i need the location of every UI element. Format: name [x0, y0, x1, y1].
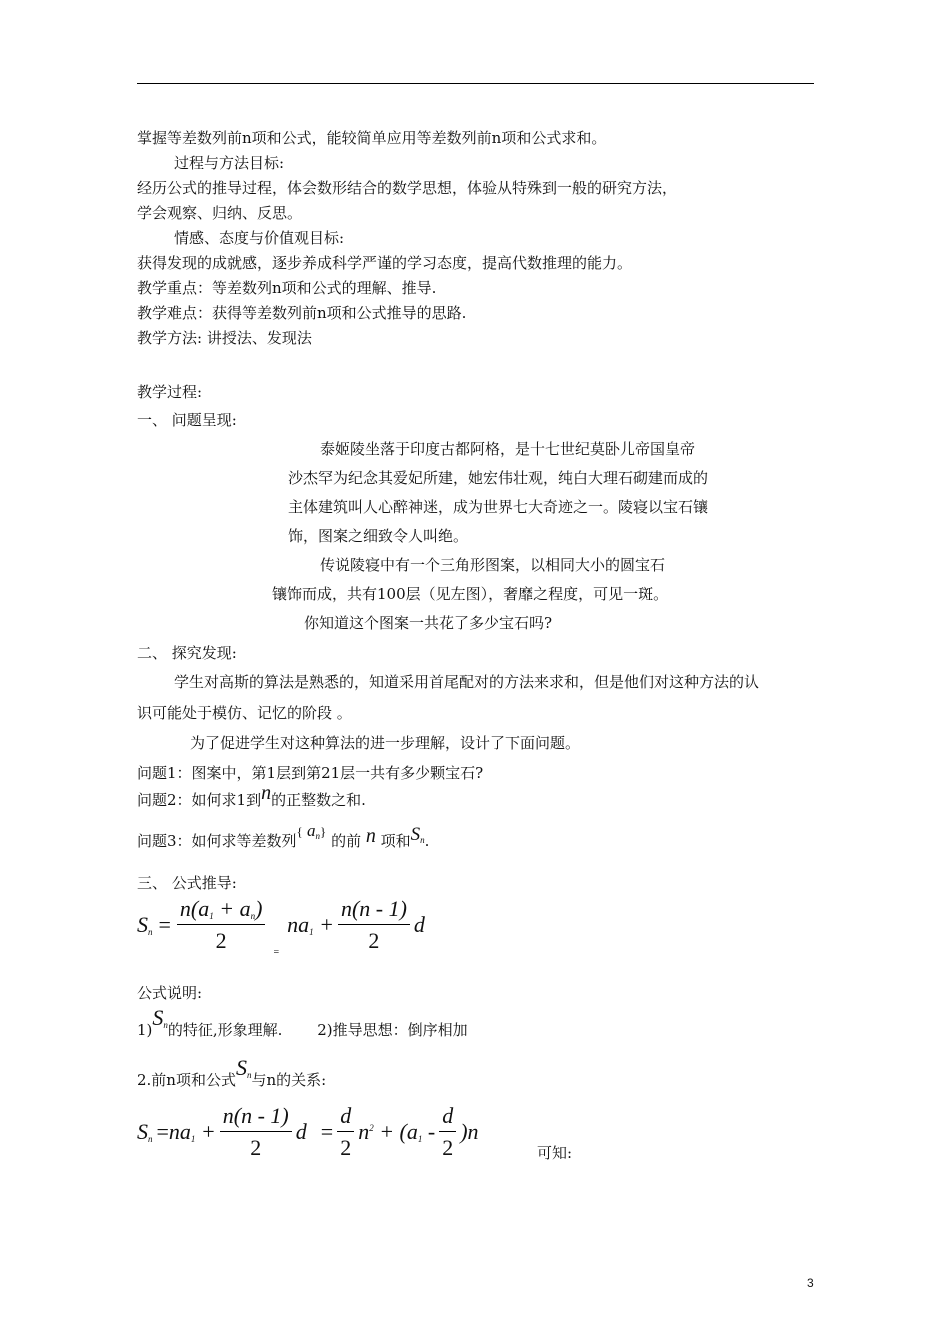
- text-line: 教学重点：等差数列n项和公式的理解、推导.: [137, 279, 437, 297]
- text-line: 识可能处于模仿、记忆的阶段 。: [137, 704, 352, 722]
- question-2-text-b: 的正整数之和.: [271, 791, 366, 809]
- text-line: 可知:: [537, 1144, 573, 1162]
- section-heading: 一、 问题呈现:: [137, 411, 237, 429]
- header-rule: [137, 83, 814, 84]
- text-line: 为了促进学生对这种算法的进一步理解，设计了下面问题。: [190, 734, 581, 752]
- text-line: 学会观察、归纳、反思。: [137, 204, 303, 222]
- question-1: 问题1：图案中，第1层到第21层一共有多少颗宝石?: [137, 764, 484, 782]
- story-line: 泰姬陵坐落于印度古都阿格，是十七世纪莫卧儿帝国皇帝: [320, 440, 696, 458]
- question-2-text-a: 问题2：如何求1到: [137, 791, 262, 809]
- question-3-text-c: 项和: [380, 832, 411, 850]
- text-line: 学生对高斯的算法是熟悉的，知道采用首尾配对的方法来求和，但是他们对这种方法的认: [174, 673, 760, 691]
- section-heading: 二、 探究发现:: [137, 644, 237, 662]
- note-text-2: 2)推导思想：倒序相加: [317, 1021, 468, 1039]
- note-number: 1): [137, 1021, 153, 1039]
- text-line: 经历公式的推导过程，体会数形结合的数学思想，体验从特殊到一般的研究方法，: [137, 179, 678, 197]
- note-text: 2.前n项和公式: [137, 1071, 236, 1089]
- question-3-text-b: 的前: [331, 832, 362, 850]
- text-line: 教学难点：获得等差数列前n项和公式推导的思路.: [137, 304, 467, 322]
- math-sequence-an: { $a_n$}: [296, 821, 327, 841]
- text-line: 获得发现的成就感，逐步养成科学严谨的学习态度，提高代数推理的能力。: [137, 254, 633, 272]
- page-number: 3: [807, 1276, 814, 1290]
- question-2: [137, 782, 366, 810]
- math-Sn: $S_n$: [410, 824, 425, 845]
- sum-formula: $S_n$ = $\frac{n(a_1 + a_n)}{2}$ $_=$ $na_1$ + $\frac{n(n - 1)}{2}$ d: [137, 896, 425, 958]
- note-text: 与n的关系:: [251, 1071, 327, 1089]
- text-line: 教学方法: 讲授法、发现法: [137, 329, 312, 347]
- story-line: 主体建筑叫人心醉神迷，成为世界七大奇迹之一。陵寝以宝石镶: [288, 498, 709, 516]
- section-heading: 教学过程:: [137, 383, 203, 401]
- story-line: 饰，图案之细致令人叫绝。: [288, 527, 469, 545]
- quadratic-form-formula: $S_n =na_1$ + $\frac{n(n - 1)}{2}$ d = $\frac{d}{2}$ $n^2 + (a_1$ - $\frac{d}{2}$ )n: [137, 1103, 479, 1160]
- section-heading: 三、 公式推导:: [137, 874, 237, 892]
- formula-note-2: [137, 1055, 327, 1095]
- section-heading: 过程与方法目标:: [174, 154, 285, 172]
- math-Sn: $S_n$: [235, 1055, 252, 1080]
- text-line: 掌握等差数列前n项和公式，能较简单应用等差数列前n项和公式求和。: [137, 129, 607, 147]
- formula-note-1: [137, 1005, 468, 1045]
- story-line: 镶饰而成，共有100层（见左图），奢靡之程度，可见一斑。: [272, 585, 669, 603]
- math-n: n: [261, 782, 272, 804]
- story-line: 你知道这个图案一共花了多少宝石吗?: [304, 614, 553, 632]
- section-heading: 情感、态度与价值观目标:: [174, 229, 345, 247]
- note-text: 的特征,形象理解.: [167, 1021, 283, 1039]
- story-line: 传说陵寝中有一个三角形图案，以相同大小的圆宝石: [320, 556, 666, 574]
- story-line: 沙杰罕为纪念其爱妃所建，她宏伟壮观，纯白大理石砌建而成的: [288, 469, 709, 487]
- section-heading: 公式说明:: [137, 984, 203, 1002]
- math-Sn: $S_n$: [152, 1005, 168, 1030]
- question-3-text-a: 问题3：如何求等差数列: [137, 832, 297, 850]
- question-3: 问题3：如何求等差数列{ $a_n$} 的前 n 项和$S_n$.: [137, 821, 430, 850]
- math-n: n: [365, 825, 376, 847]
